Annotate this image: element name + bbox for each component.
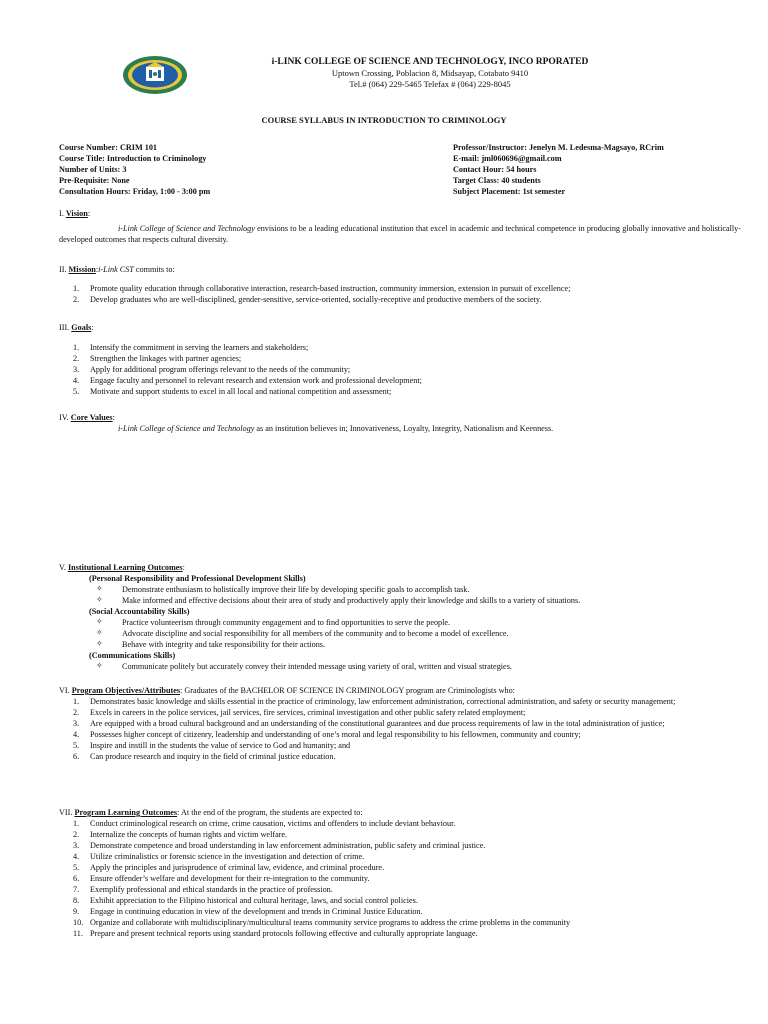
diamond-bullet-icon: ✧ xyxy=(96,584,103,593)
college-header xyxy=(200,57,660,90)
course-info-left xyxy=(59,142,389,197)
list-item: 9. Engage in continuing education in view of the development and trends in Criminal Justice Education. xyxy=(73,907,423,916)
program-objectives-heading: VI. Program Objectives/Attributes: Graduates of the BACHELOR OF SCIENCE IN CRIMINOLOGY program are Criminologists who: xyxy=(59,686,515,695)
program-objectives-section xyxy=(59,685,741,762)
college-telephone: Tel.# (064) 229-5465 Telefax # (064) 229-8045 xyxy=(349,79,511,89)
plo-list xyxy=(59,818,741,939)
ilo-group-list xyxy=(59,617,741,650)
info-label: Professor/Instructor: xyxy=(453,143,527,152)
college-address: Uptown Crossing, Poblacion 8, Midsayap, Cotabato 9410 xyxy=(331,68,529,78)
info-value: 3 xyxy=(122,165,127,174)
vision-section xyxy=(59,208,741,245)
info-row xyxy=(59,175,389,186)
program-objectives-list xyxy=(59,696,741,762)
ilo-group-title: (Communications Skills) xyxy=(89,651,176,660)
info-label: Subject Placement: xyxy=(453,187,521,196)
list-item: 3. Demonstrate competence and broad understanding in law enforcement administration, public safety and criminal justice. xyxy=(73,841,486,850)
list-item: 6. Ensure offender’s welfare and development for their re-integration to the community. xyxy=(73,874,370,883)
list-item: ✧ Communicate politely but accurately convey their intended message using variety of oral, written and visual strategies. xyxy=(96,661,512,671)
list-item: 3. Are equipped with a broad cultural background and an understanding of the constitutional guarantees and due process requirements of law in the total administration of justice; xyxy=(73,719,665,728)
core-values-heading: IV. Core Values: xyxy=(59,413,115,422)
diamond-bullet-icon: ✧ xyxy=(96,595,103,604)
info-label: Course Number: xyxy=(59,143,118,152)
info-label: Course Title: xyxy=(59,154,105,163)
list-item: ✧ Behave with integrity and take responsibility for their actions. xyxy=(96,639,326,649)
course-info-right xyxy=(453,142,753,197)
vision-text: i-Link College of Science and Technology envisions to be a leading educational institution that excel in academic and technical competence in producing globally innovative and holistically-developed outcomes that respects cultural diversity. xyxy=(59,224,741,244)
list-item: 4. Utilize criminalistics or forensic science in the investigation and detection of crime. xyxy=(73,852,365,861)
list-item: ✧ Demonstrate enthusiasm to holistically improve their life by developing specific goals to accomplish task. xyxy=(96,584,470,594)
list-item: 5. Apply the principles and jurisprudence of criminal law, evidence, and criminal procedure. xyxy=(73,863,385,872)
info-value: Introduction to Criminology xyxy=(106,154,207,163)
goals-heading: III. Goals: xyxy=(59,323,94,332)
ilo-group-list xyxy=(59,584,741,606)
core-values-section xyxy=(59,412,741,434)
info-label: Consultation Hours: xyxy=(59,187,131,196)
list-item: 1. Intensify the commitment in serving the learners and stakeholders; xyxy=(73,343,309,352)
mission-section xyxy=(59,264,741,305)
info-row xyxy=(59,153,389,164)
list-item: ✧ Practice volunteerism through community engagement and to find opportunities to serve the people. xyxy=(96,617,451,627)
info-value: jml060696@gmail.com xyxy=(481,154,562,163)
list-item: ✧ Advocate discipline and social responsibility for all members of the community and to become a model of excellence. xyxy=(96,628,509,638)
info-row xyxy=(453,175,753,186)
plo-heading: VII. Program Learning Outcomes: At the end of the program, the students are expected to: xyxy=(59,808,363,817)
info-row xyxy=(59,142,389,153)
list-item: 6. Can produce research and inquiry in the field of criminal justice education. xyxy=(73,752,336,761)
list-item: 2. Strengthen the linkages with partner agencies; xyxy=(73,354,242,363)
core-values-text: i-Link College of Science and Technology as an institution believes in; Innovativeness, Loyalty, Integrity, Nationalism and Keenness. xyxy=(118,424,554,433)
info-label: E-mail: xyxy=(453,154,480,163)
goals-list xyxy=(59,342,741,397)
ilo-heading: V. Institutional Learning Outcomes: xyxy=(59,563,185,572)
ilo-group-title: (Personal Responsibility and Professional Development Skills) xyxy=(89,574,306,583)
info-row xyxy=(453,142,753,153)
info-label: Contact Hour: xyxy=(453,165,505,174)
list-item: 1. Conduct criminological research on crime, crime causation, victims and offenders to include deviant behaviour. xyxy=(73,819,456,828)
mission-list xyxy=(59,283,741,305)
info-row xyxy=(453,153,753,164)
ilo-group-list xyxy=(59,661,741,672)
info-label: Number of Units: xyxy=(59,165,121,174)
list-item: 2. Develop graduates who are well-disciplined, gender-sensitive, service-oriented, socially-receptive and productive members of the society. xyxy=(73,295,542,304)
college-name: i-LINK COLLEGE OF SCIENCE AND TECHNOLOGY, INCO RPORATED xyxy=(271,57,589,67)
list-item: 11. Prepare and present technical reports using standard protocols following effective and culturally appropriate language. xyxy=(73,929,478,938)
info-row xyxy=(59,186,389,197)
diamond-bullet-icon: ✧ xyxy=(96,628,103,637)
list-item: 2. Excels in careers in the police services, jail services, fire services, criminal investigation and other public safety related employment; xyxy=(73,708,526,717)
list-item: 7. Exemplify professional and ethical standards in the practice of profession. xyxy=(73,885,333,894)
info-row xyxy=(453,186,753,197)
mission-heading: II. Mission:i-Link CST commits to: xyxy=(59,265,175,274)
info-value: CRIM 101 xyxy=(119,143,158,152)
info-value: 1st semester xyxy=(522,187,566,196)
diamond-bullet-icon: ✧ xyxy=(96,661,103,670)
info-value: Friday, 1:00 - 3:00 pm xyxy=(132,187,211,196)
info-value: 54 hours xyxy=(506,165,537,174)
list-item: 1. Promote quality education through collaborative interaction, research-based instruction, community immersion, extension in pursuit of excellence; xyxy=(73,284,571,293)
list-item: 5. Motivate and support students to excel in all local and national competition and assessment; xyxy=(73,387,392,396)
list-item: ✧ Make informed and effective decisions about their area of study and productively apply their knowledge and skills to a variety of situations. xyxy=(96,595,581,605)
vision-heading: I. Vision: xyxy=(59,209,91,218)
goals-section xyxy=(59,322,741,397)
list-item: 2. Internalize the concepts of human rights and victim welfare. xyxy=(73,830,288,839)
info-row xyxy=(59,164,389,175)
info-value: Jenelyn M. Ledesma-Magsayo, RCrim xyxy=(529,143,664,152)
doc-title: COURSE SYLLABUS IN INTRODUCTION TO CRIMINOLOGY xyxy=(261,115,507,125)
info-row xyxy=(453,164,753,175)
info-label: Pre-Requisite: xyxy=(59,176,110,185)
list-item: 4. Engage faculty and personnel to relevant research and extension work and professional development; xyxy=(73,376,422,385)
list-item: 4. Possesses higher concept of citizenry, leadership and understanding of one’s moral and legal responsibility to his fellowmen, community and country; xyxy=(73,730,581,739)
ilo-section xyxy=(59,562,741,672)
list-item: 8. Exhibit appreciation to the Filipino historical and cultural heritage, laws, and social control policies. xyxy=(73,896,418,905)
diamond-bullet-icon: ✧ xyxy=(96,617,103,626)
ilo-group-title: (Social Accountability Skills) xyxy=(89,607,190,616)
plo-section xyxy=(59,807,741,939)
diamond-bullet-icon: ✧ xyxy=(96,639,103,648)
list-item: 10. Organize and collaborate with multidisciplinary/multicultural teams community service programs to address the crime problems in the community xyxy=(73,918,571,927)
list-item: 5. Inspire and instill in the students the value of service to God and humanity; and xyxy=(73,741,351,750)
list-item: 1. Demonstrates basic knowledge and skills essential in the practice of criminology, law enforcement administration, correctional administration, and safety or security management; xyxy=(73,697,676,706)
info-value: 40 students xyxy=(501,176,541,185)
college-logo-icon xyxy=(122,55,188,95)
info-label: Target Class: xyxy=(453,176,500,185)
list-item: 3. Apply for additional program offerings relevant to the needs of the community; xyxy=(73,365,351,374)
info-value: None xyxy=(111,176,130,185)
